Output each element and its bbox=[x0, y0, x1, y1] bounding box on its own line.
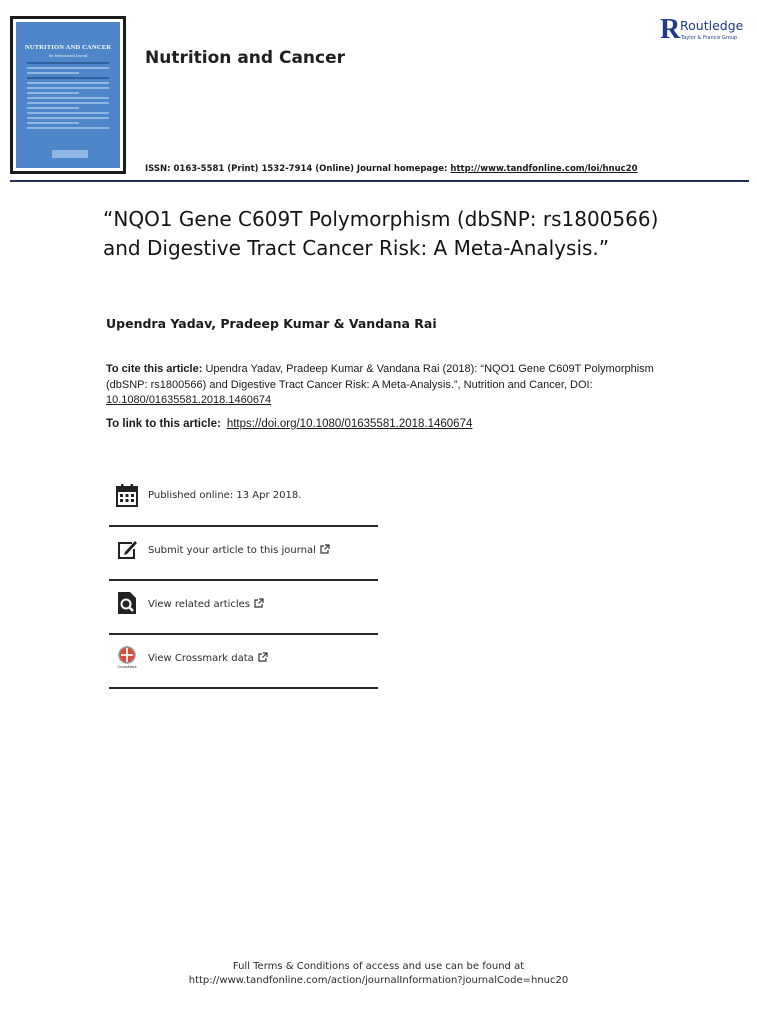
published-date: Published online: 13 Apr 2018. bbox=[148, 490, 302, 501]
crossmark-caption: CrossMark bbox=[117, 664, 137, 669]
submit-article-label: Submit your article to this journal bbox=[148, 545, 316, 556]
citation-label: To cite this article: bbox=[106, 363, 203, 375]
submit-article-link[interactable] bbox=[148, 544, 330, 556]
issn-line bbox=[145, 164, 638, 174]
article-title: “NQO1 Gene C609T Polymorphism (dbSNP: rs1800566) and Digestive Tract Cancer Risk: A Meta-Analysis.” bbox=[103, 207, 659, 260]
external-link-icon bbox=[320, 544, 330, 554]
citation-block bbox=[106, 362, 666, 409]
external-link-icon bbox=[258, 652, 268, 662]
search-document-icon bbox=[116, 591, 138, 615]
header-divider bbox=[10, 180, 749, 182]
related-articles-link[interactable] bbox=[148, 598, 264, 610]
citation-doi-link[interactable]: 10.1080/01635581.2018.1460674 bbox=[106, 394, 272, 406]
related-articles-label: View related articles bbox=[148, 599, 251, 610]
cover-publisher-logo bbox=[52, 150, 88, 158]
terms-url[interactable]: http://www.tandfonline.com/action/journalInformation?journalCode=hnuc20 bbox=[188, 975, 569, 986]
submit-article-item[interactable] bbox=[109, 527, 378, 581]
crossmark-link[interactable] bbox=[148, 652, 268, 664]
issn-text: ISSN: 0163-5581 (Print) 1532-7914 (Online) Journal homepage: bbox=[145, 164, 448, 174]
edit-icon bbox=[116, 537, 138, 561]
article-doi-link[interactable]: https://doi.org/10.1080/01635581.2018.1460674 bbox=[226, 418, 473, 430]
published-online-item bbox=[109, 473, 378, 527]
article-authors: Upendra Yadav, Pradeep Kumar & Vandana Rai bbox=[106, 316, 437, 331]
journal-homepage-link[interactable]: http://www.tandfonline.com/loi/hnuc20 bbox=[450, 164, 638, 174]
publisher-name: Routledge bbox=[680, 18, 744, 33]
cover-image bbox=[16, 22, 120, 168]
external-link-icon bbox=[254, 598, 264, 608]
journal-name: Nutrition and Cancer bbox=[145, 48, 346, 68]
publisher-tagline: Taylor & Francis Group bbox=[681, 35, 738, 41]
article-link-line bbox=[106, 418, 472, 430]
calendar-icon bbox=[116, 483, 138, 507]
cover-subtitle: An International Journal bbox=[48, 53, 88, 58]
terms-text: Full Terms & Conditions of access and use can be found at bbox=[232, 961, 525, 972]
article-info-list bbox=[109, 473, 378, 689]
crossmark-item[interactable] bbox=[109, 635, 378, 689]
related-articles-item[interactable] bbox=[109, 581, 378, 635]
publisher-logo bbox=[660, 16, 752, 46]
article-link-label: To link to this article: bbox=[106, 418, 221, 430]
terms-footer bbox=[0, 960, 757, 988]
cover-title: NUTRITION AND CANCER bbox=[24, 44, 112, 51]
cover-contents-lines bbox=[27, 62, 109, 132]
crossmark-icon bbox=[116, 645, 138, 669]
routledge-mark-icon: R bbox=[660, 14, 681, 45]
crossmark-label: View Crossmark data bbox=[148, 653, 254, 664]
journal-cover-thumbnail bbox=[10, 16, 126, 174]
citation-text: Upendra Yadav, Pradeep Kumar & Vandana Rai (2018): “NQO1 Gene C609T Polymorphism (dbSNP: rs1800566) and Digestive Tract Cancer Risk: A Meta-Analysis.”, Nutrition and Cancer, DOI: bbox=[106, 363, 654, 391]
